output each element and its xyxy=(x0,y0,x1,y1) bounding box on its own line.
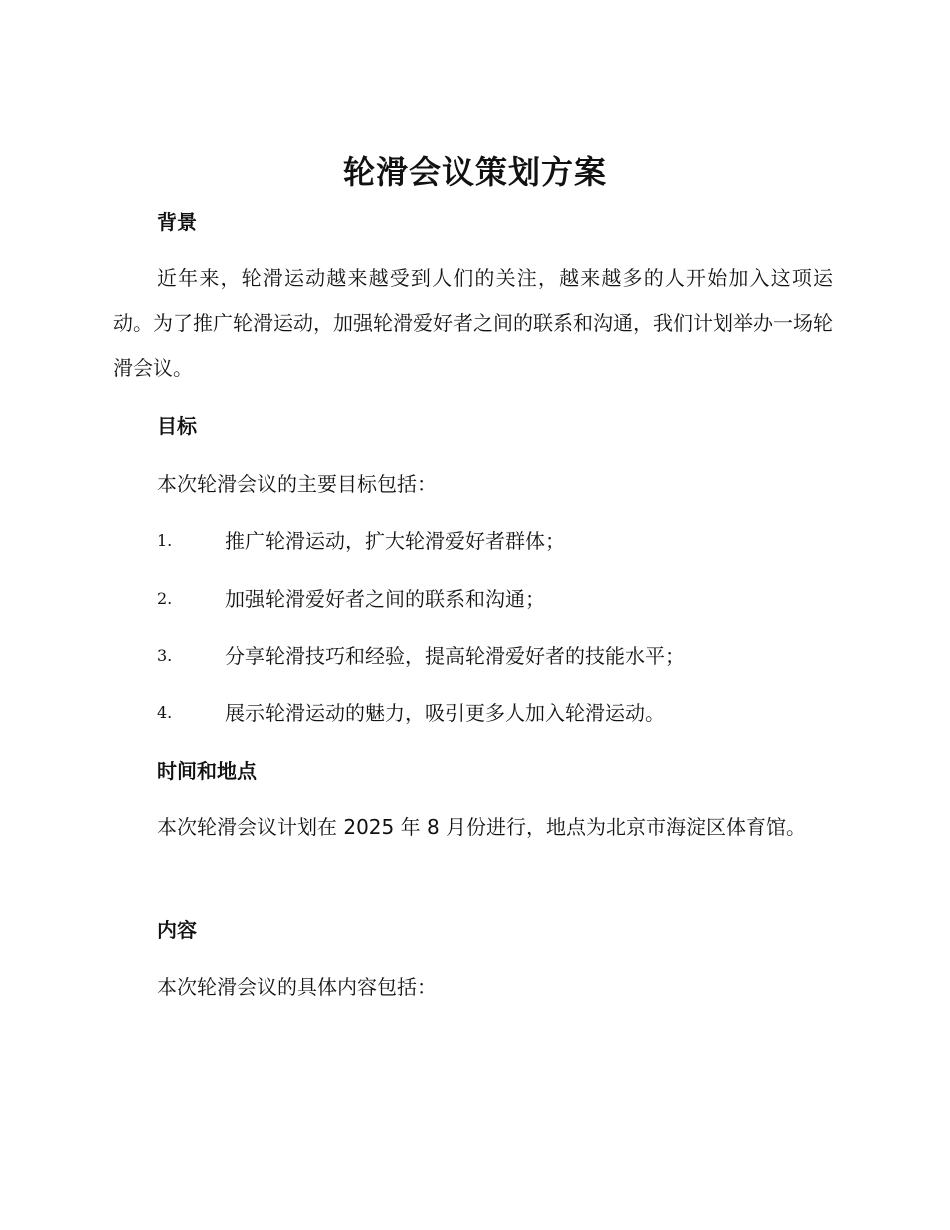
list-item-number: 4. xyxy=(157,703,173,722)
section-heading-time-place: 时间和地点 xyxy=(157,759,257,783)
list-item-text: 推广轮滑运动，扩大轮滑爱好者群体； xyxy=(225,529,565,553)
document-title: 轮滑会议策划方案 xyxy=(342,153,607,191)
list-item-number: 2. xyxy=(157,589,173,608)
section-heading-goals: 目标 xyxy=(157,414,197,438)
section-heading-content: 内容 xyxy=(157,918,197,942)
list-item xyxy=(157,699,857,727)
list-item xyxy=(157,585,857,613)
time-place-paragraph: 本次轮滑会议计划在 2025 年 8 月份进行，地点为北京市海淀区体育馆。 xyxy=(157,815,807,839)
section-heading-background: 背景 xyxy=(157,210,197,234)
background-paragraph: 近年来，轮滑运动越来越受到人们的关注，越来越多的人开始加入这项运动。为了推广轮滑运动，加强轮滑爱好者之间的联系和沟通，我们计划举办一场轮滑会议。 xyxy=(113,266,833,380)
list-item-number: 1. xyxy=(157,531,173,550)
list-item xyxy=(157,527,857,555)
list-item-text: 分享轮滑技巧和经验，提高轮滑爱好者的技能水平； xyxy=(225,644,685,668)
goals-intro: 本次轮滑会议的主要目标包括： xyxy=(157,472,437,496)
list-item xyxy=(157,642,857,670)
list-item-text: 加强轮滑爱好者之间的联系和沟通； xyxy=(225,587,545,611)
list-item-text: 展示轮滑运动的魅力，吸引更多人加入轮滑运动。 xyxy=(225,701,665,725)
content-intro: 本次轮滑会议的具体内容包括： xyxy=(157,975,437,999)
list-item-number: 3. xyxy=(157,646,173,665)
